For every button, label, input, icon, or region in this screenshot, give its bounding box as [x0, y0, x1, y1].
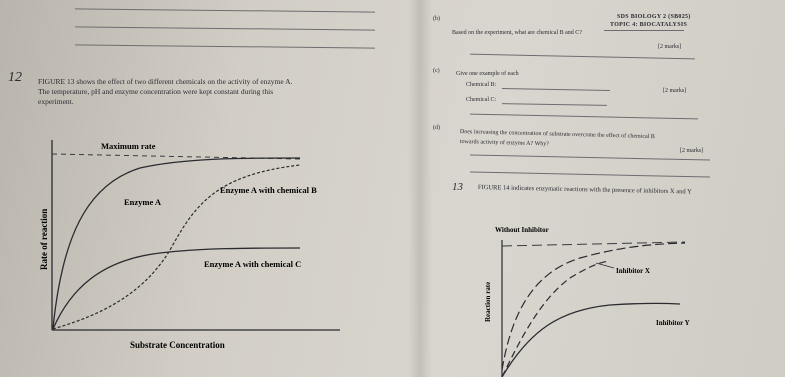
figure-14-graph	[420, 0, 785, 377]
part-b-text: Based on the experiment, what are chemical B and C?	[452, 30, 582, 36]
part-d-text: Does increasing the concentration of substrate overcome the effect of chemical B	[459, 129, 655, 141]
part-b-marks: [2 marks]	[658, 44, 682, 50]
inhibitor-x-label: Inhibitor X	[616, 267, 650, 275]
inhibitor-x-curve	[502, 261, 610, 377]
part-d-text: towards activity of enzyme A? Why?	[459, 139, 550, 148]
part-c-text: Give one example of each	[456, 71, 519, 77]
x-axis-label: Substrate Concentration	[130, 340, 225, 350]
inhibitor-x-pointer	[596, 263, 614, 268]
chemical-b-label: Enzyme A with chemical B	[220, 185, 317, 195]
inhibitor-y-label: Inhibitor Y	[656, 319, 690, 327]
part-b-label: (b)	[433, 16, 440, 22]
without-inhibitor-curve	[502, 243, 685, 370]
question-number: 13	[452, 181, 463, 193]
chemical-c-label: Enzyme A with chemical C	[204, 259, 302, 269]
question-text: FIGURE 14 indicates enzymatic reactions with the presence of inhibitors X and Y	[477, 184, 692, 196]
without-inhibitor-label: Without Inhibitor	[495, 226, 549, 234]
part-c-label: (c)	[433, 68, 440, 74]
enzyme-a-curve	[53, 158, 300, 328]
course-code: SDS BIOLOGY 2 (SB025)	[617, 14, 691, 20]
part-c-marks: [2 marks]	[663, 88, 687, 94]
y-axis-label: Rate of reaction	[39, 208, 49, 270]
question-number: 12	[8, 70, 22, 85]
question-text: experiment.	[38, 97, 74, 106]
maximum-rate-label: Maximum rate	[101, 141, 156, 151]
question-text: FIGURE 13 shows the effect of two different chemicals on the activity of enzyme A.	[38, 77, 293, 86]
chemical-b-prompt: Chemical B:	[466, 82, 497, 88]
inhibitor-y-curve	[502, 303, 680, 377]
y-axis-label: Reaction rate	[484, 281, 492, 322]
part-d-label: (d)	[433, 125, 440, 131]
topic-title: TOPIC 4: BIOCATALYSIS	[610, 22, 688, 28]
chemical-c-prompt: Chemical C:	[466, 97, 497, 103]
part-d-marks: [2 marks]	[680, 148, 704, 154]
enzyme-a-label: Enzyme A	[124, 197, 162, 207]
question-text: The temperature, pH and enzyme concentration were kept constant during this	[38, 87, 274, 96]
